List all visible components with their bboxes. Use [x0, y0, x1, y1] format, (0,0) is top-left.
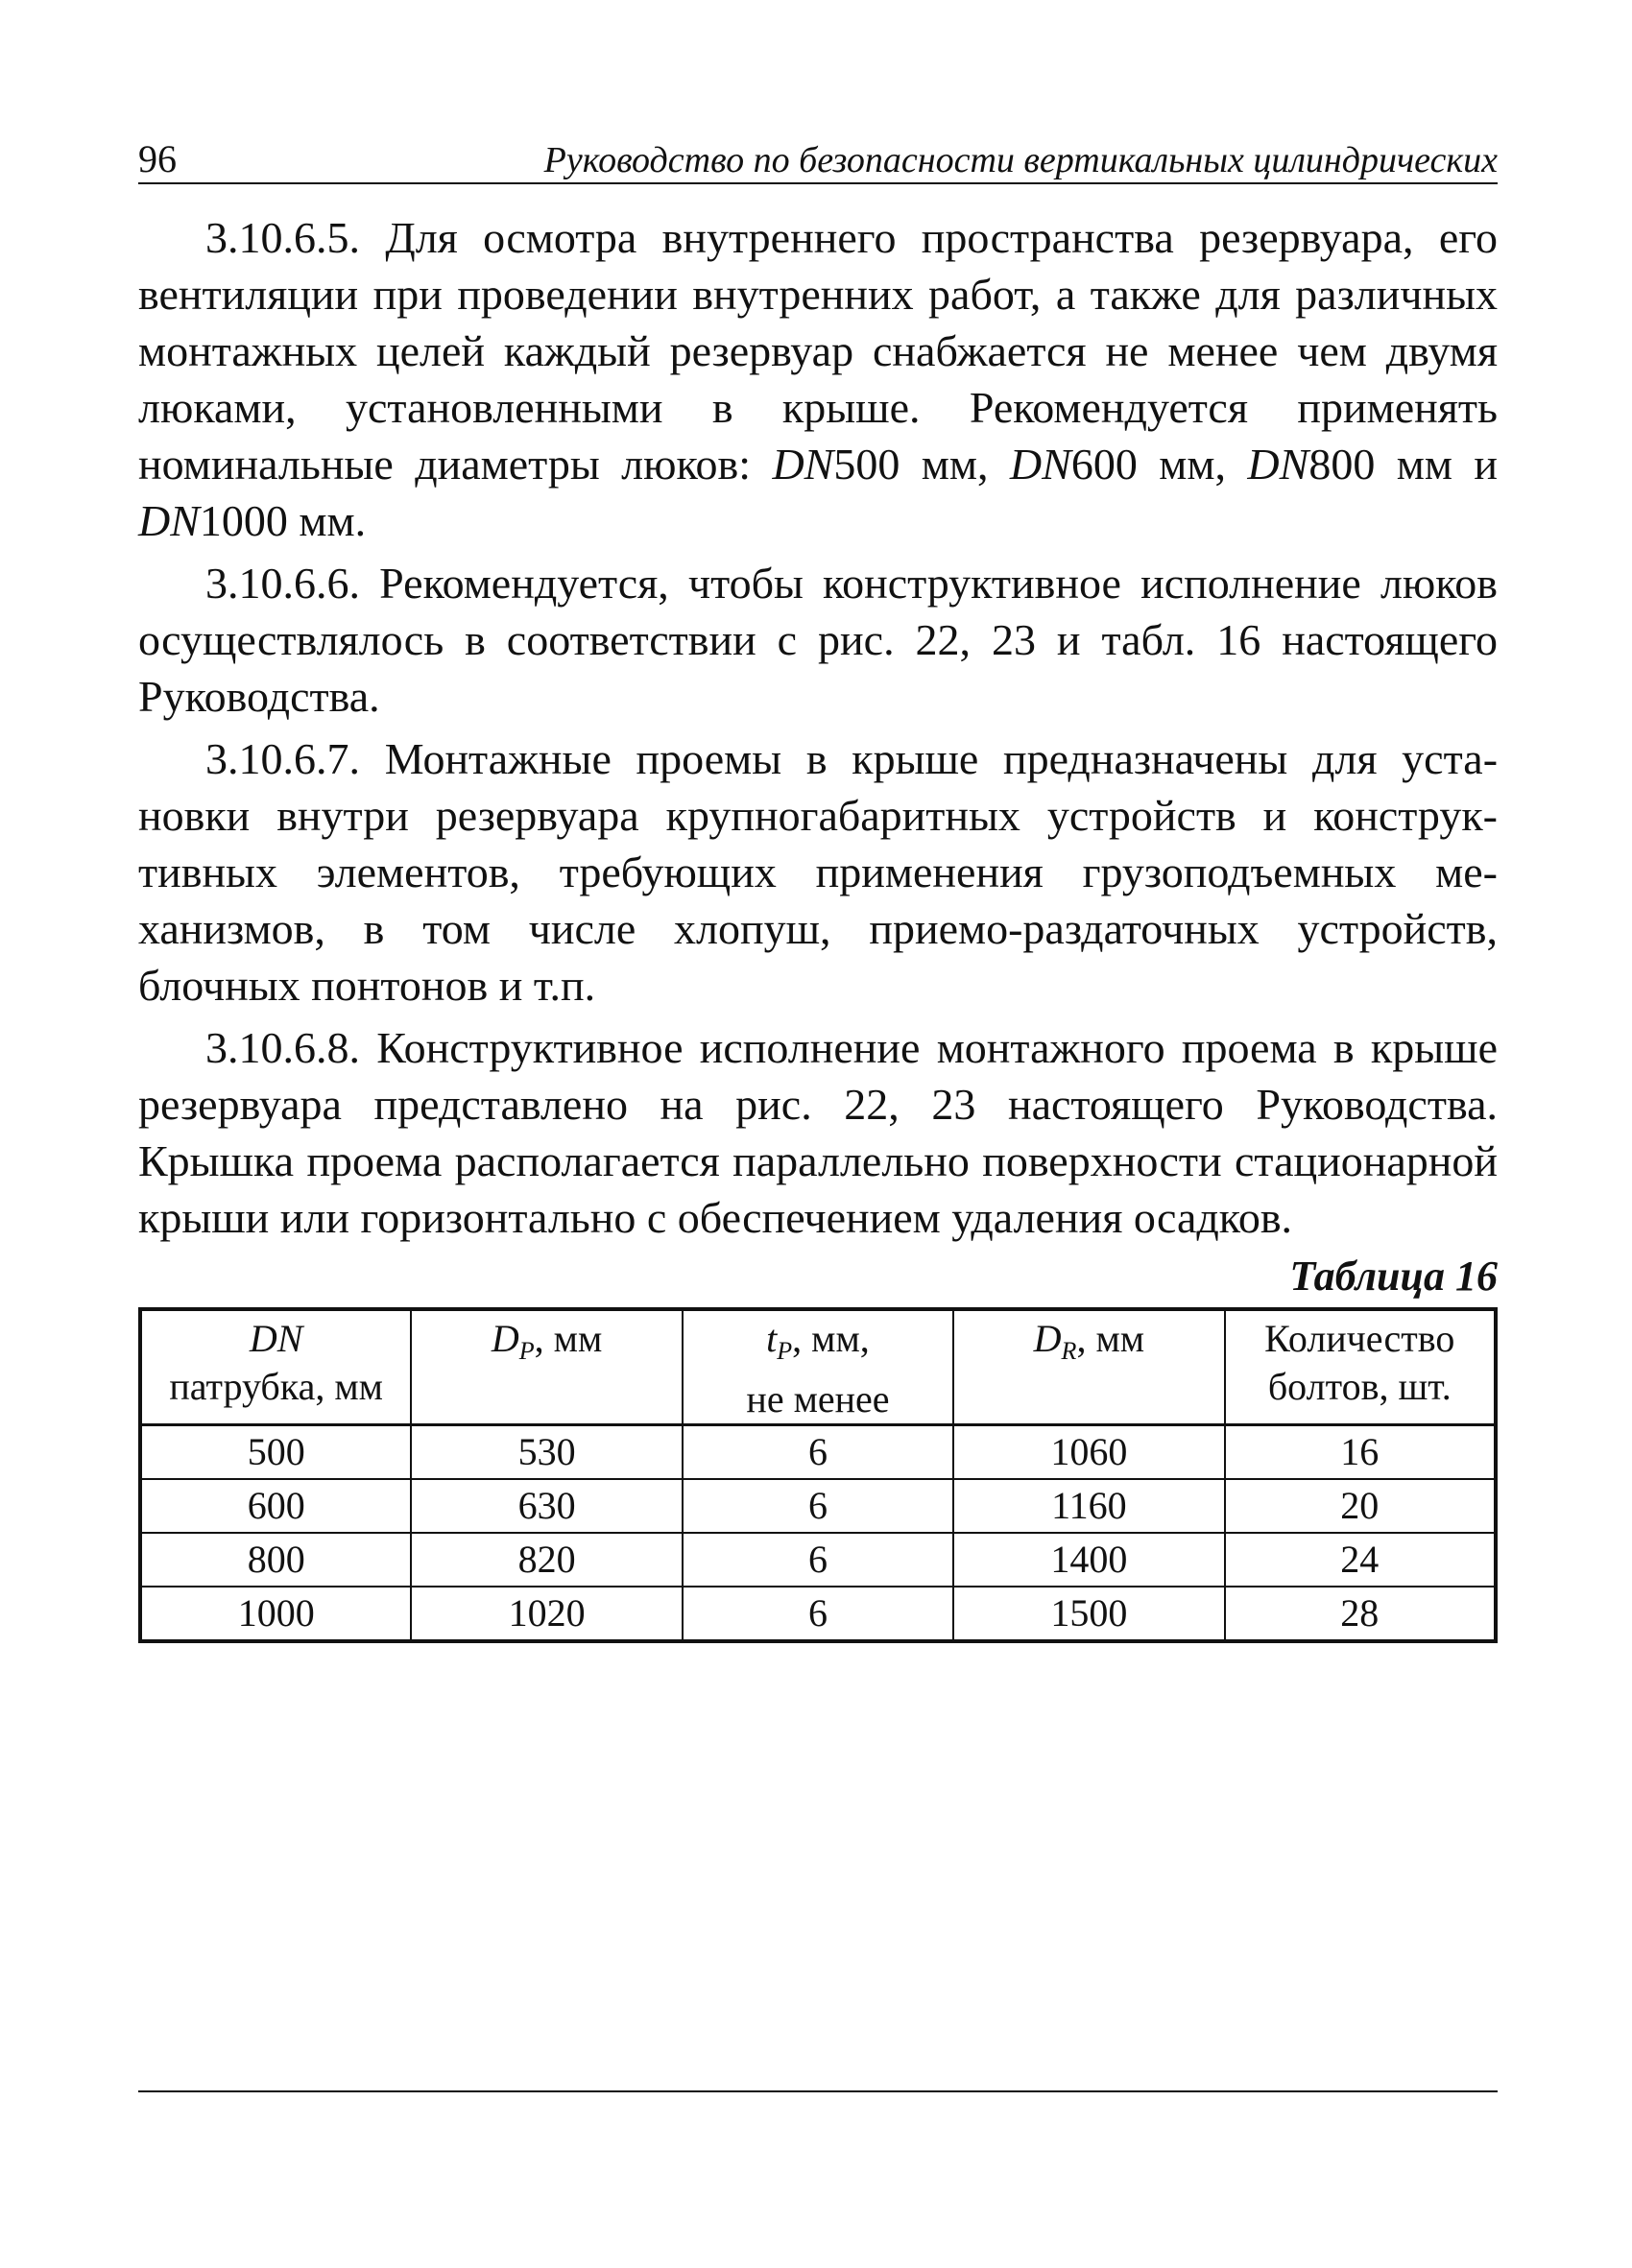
clause-number: 3.10.6.6.	[205, 559, 360, 608]
column-header-dp	[411, 1309, 682, 1425]
running-header-title: Руководство по безопасности вертикальных цилиндрических	[543, 140, 1498, 180]
table-cell: 1000	[140, 1587, 411, 1641]
table-cell: 1160	[953, 1479, 1224, 1533]
header-dr-symbol: D	[1033, 1317, 1062, 1360]
table-cell: 6	[683, 1587, 953, 1641]
column-header-tp	[683, 1309, 953, 1425]
header-dn-label: патрубка, мм	[169, 1365, 383, 1408]
header-dr-subscript: R	[1061, 1337, 1077, 1365]
table-row	[140, 1533, 1496, 1587]
table-cell: 630	[411, 1479, 682, 1533]
dn-symbol: DN	[1247, 440, 1309, 489]
table-cell: 1020	[411, 1587, 682, 1641]
footer-rule	[138, 2090, 1498, 2092]
table-cell: 28	[1225, 1587, 1496, 1641]
dn-value: 600 мм,	[1070, 440, 1248, 489]
paragraph-text: Для осмотра внутреннего пространства резервуара, его вентиляции при проведении внутренних работ, а также для различных монтажных целей каждый резервуар снабжается не менее чем двумя люками, установленными в крыше. Рекомендуется применять номинальные диаметры люков:	[138, 213, 1498, 489]
header-dn-symbol: DN	[249, 1317, 303, 1360]
table-row	[140, 1479, 1496, 1533]
paragraph-text: Монтажные проемы в крыше предназначены для установки внутри резервуара крупногабаритных устройств и конструктивных элементов, требующих применения грузоподъемных механизмов, в том числе хлопуш, приемо-раздаточных устройств, блочных понтонов и т.п.	[138, 734, 1499, 1010]
column-header-dn	[140, 1309, 411, 1425]
table-cell: 600	[140, 1479, 411, 1533]
header-tp-unit: , мм,	[792, 1317, 870, 1360]
table-cell: 20	[1225, 1479, 1496, 1533]
table-cell: 6	[683, 1479, 953, 1533]
header-tp-symbol: t	[766, 1317, 778, 1360]
column-header-bolts	[1225, 1309, 1496, 1425]
table-row	[140, 1587, 1496, 1641]
dn-value: 800 мм и	[1308, 440, 1499, 489]
table-cell: 24	[1225, 1533, 1496, 1587]
header-bolts-unit: болтов, шт.	[1267, 1365, 1452, 1408]
header-tp-subscript: P	[777, 1337, 793, 1365]
header-tp-note: не менее	[746, 1377, 890, 1420]
column-header-dr	[953, 1309, 1224, 1425]
table-row	[140, 1425, 1496, 1480]
clause-number: 3.10.6.7.	[205, 734, 360, 783]
table-caption: Таблица 16	[1289, 1253, 1498, 1300]
table-cell: 820	[411, 1533, 682, 1587]
clause-number: 3.10.6.5.	[205, 213, 360, 262]
table-cell: 1500	[953, 1587, 1224, 1641]
header-dp-unit: , мм	[534, 1317, 603, 1360]
table-cell: 16	[1225, 1425, 1496, 1480]
body-text	[138, 209, 1498, 1252]
paragraph-3-10-6-7	[138, 730, 1498, 1014]
paragraph-text: Конструктивное исполнение монтажного проема в крыше резервуара представлено на рис. 22, 23 настоящего Руководства. Крышка проема располагается параллельно поверхности стационарной крыши или горизонтально с обеспечением удаления осадков.	[138, 1023, 1498, 1242]
table-cell: 1400	[953, 1533, 1224, 1587]
paragraph-3-10-6-8	[138, 1019, 1498, 1246]
table-cell: 530	[411, 1425, 682, 1480]
table-cell: 500	[140, 1425, 411, 1480]
header-bolts-label: Количество	[1264, 1317, 1455, 1360]
header-dp-subscript: P	[518, 1337, 535, 1365]
paragraph-text: Рекомендуется, чтобы конструктивное исполнение люков осуществлялось в соответствии с рис. 22, 23 и табл. 16 настоящего Руководства.	[138, 559, 1498, 721]
paragraph-3-10-6-5	[138, 209, 1498, 549]
table-cell: 6	[683, 1425, 953, 1480]
header-dp-symbol: D	[491, 1317, 519, 1360]
table-header-row	[140, 1309, 1496, 1425]
dn-symbol: DN	[1009, 440, 1071, 489]
dn-value: 1000 мм.	[199, 496, 367, 545]
dn-value: 500 мм,	[833, 440, 1010, 489]
dn-symbol: DN	[772, 440, 834, 489]
table-cell: 1060	[953, 1425, 1224, 1480]
clause-number: 3.10.6.8.	[205, 1023, 360, 1072]
table-cell: 6	[683, 1533, 953, 1587]
running-header	[138, 132, 1498, 184]
paragraph-3-10-6-6	[138, 555, 1498, 725]
table-cell: 800	[140, 1533, 411, 1587]
hatch-dimensions-table	[138, 1307, 1498, 1643]
header-dr-unit: , мм	[1076, 1317, 1145, 1360]
dn-symbol: DN	[138, 496, 200, 545]
page-number: 96	[138, 137, 177, 180]
